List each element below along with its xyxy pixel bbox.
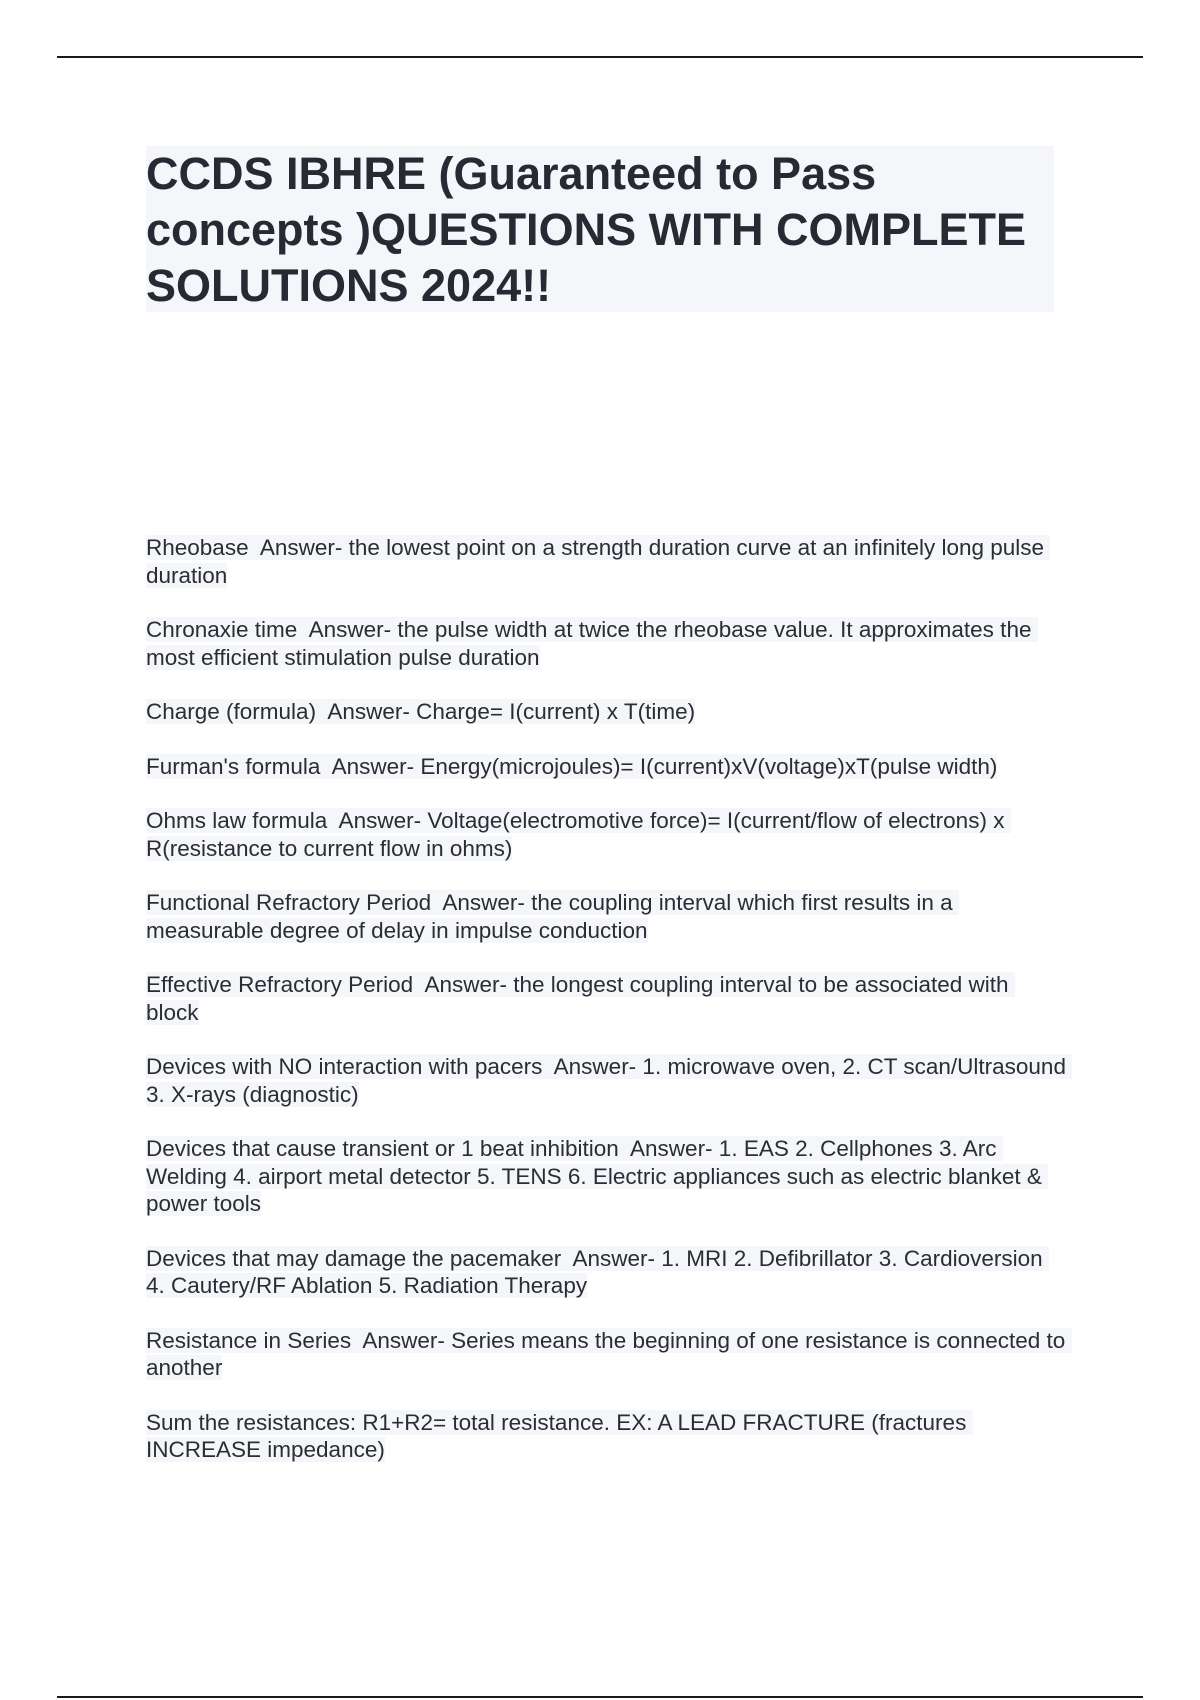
qa-item-no-interaction-devices: Devices with NO interaction with pacers Answer- 1. microwave oven, 2. CT scan/Ultrasound 3. X-rays (diagnostic): [146, 1054, 1073, 1107]
document-title: CCDS IBHRE (Guaranteed to Pass concepts )QUESTIONS WITH COMPLETE SOLUTIONS 2024!!: [146, 148, 1027, 311]
qa-item-functional-refractory-period: Functional Refractory Period Answer- the coupling interval which first results in a measurable degree of delay in impulse conduction: [146, 890, 959, 943]
title-block: [146, 146, 1054, 312]
qa-item-effective-refractory-period: Effective Refractory Period Answer- the longest coupling interval to be associated with block: [146, 972, 1015, 1025]
qa-item-charge-formula: Charge (formula) Answer- Charge= I(current) x T(time): [146, 699, 696, 724]
qa-item-damaging-devices: Devices that may damage the pacemaker Answer- 1. MRI 2. Defibrillator 3. Cardioversion 4. Cautery/RF Ablation 5. Radiation Therapy: [146, 1245, 1049, 1298]
qa-item-ohms-law: Ohms law formula Answer- Voltage(electromotive force)= I(current/flow of electrons) x R(resistance to current flow in ohms): [146, 808, 1011, 861]
qa-item-rheobase: Rheobase Answer- the lowest point on a strength duration curve at an infinitely long pulse duration: [146, 535, 1051, 588]
qa-item-chronaxie-time: Chronaxie time Answer- the pulse width at twice the rheobase value. It approximates the most efficient stimulation pulse duration: [146, 617, 1038, 670]
qa-item-sum-resistances: Sum the resistances: R1+R2= total resistance. EX: A LEAD FRACTURE (fractures INCREASE impedance): [146, 1409, 973, 1462]
top-divider: [57, 56, 1143, 58]
qa-item-furmans-formula: Furman's formula Answer- Energy(microjoules)= I(current)xV(voltage)xT(pulse width): [146, 753, 998, 779]
qa-item-transient-inhibition-devices: Devices that cause transient or 1 beat inhibition Answer- 1. EAS 2. Cellphones 3. Arc Welding 4. airport metal detector 5. TENS 6. Electric appliances such as electric blanket & power tools: [146, 1136, 1049, 1216]
qa-list: [146, 534, 1073, 1491]
bottom-divider: [57, 1696, 1143, 1698]
qa-item-resistance-in-series: Resistance in Series Answer- Series means the beginning of one resistance is connected to another: [146, 1327, 1072, 1380]
